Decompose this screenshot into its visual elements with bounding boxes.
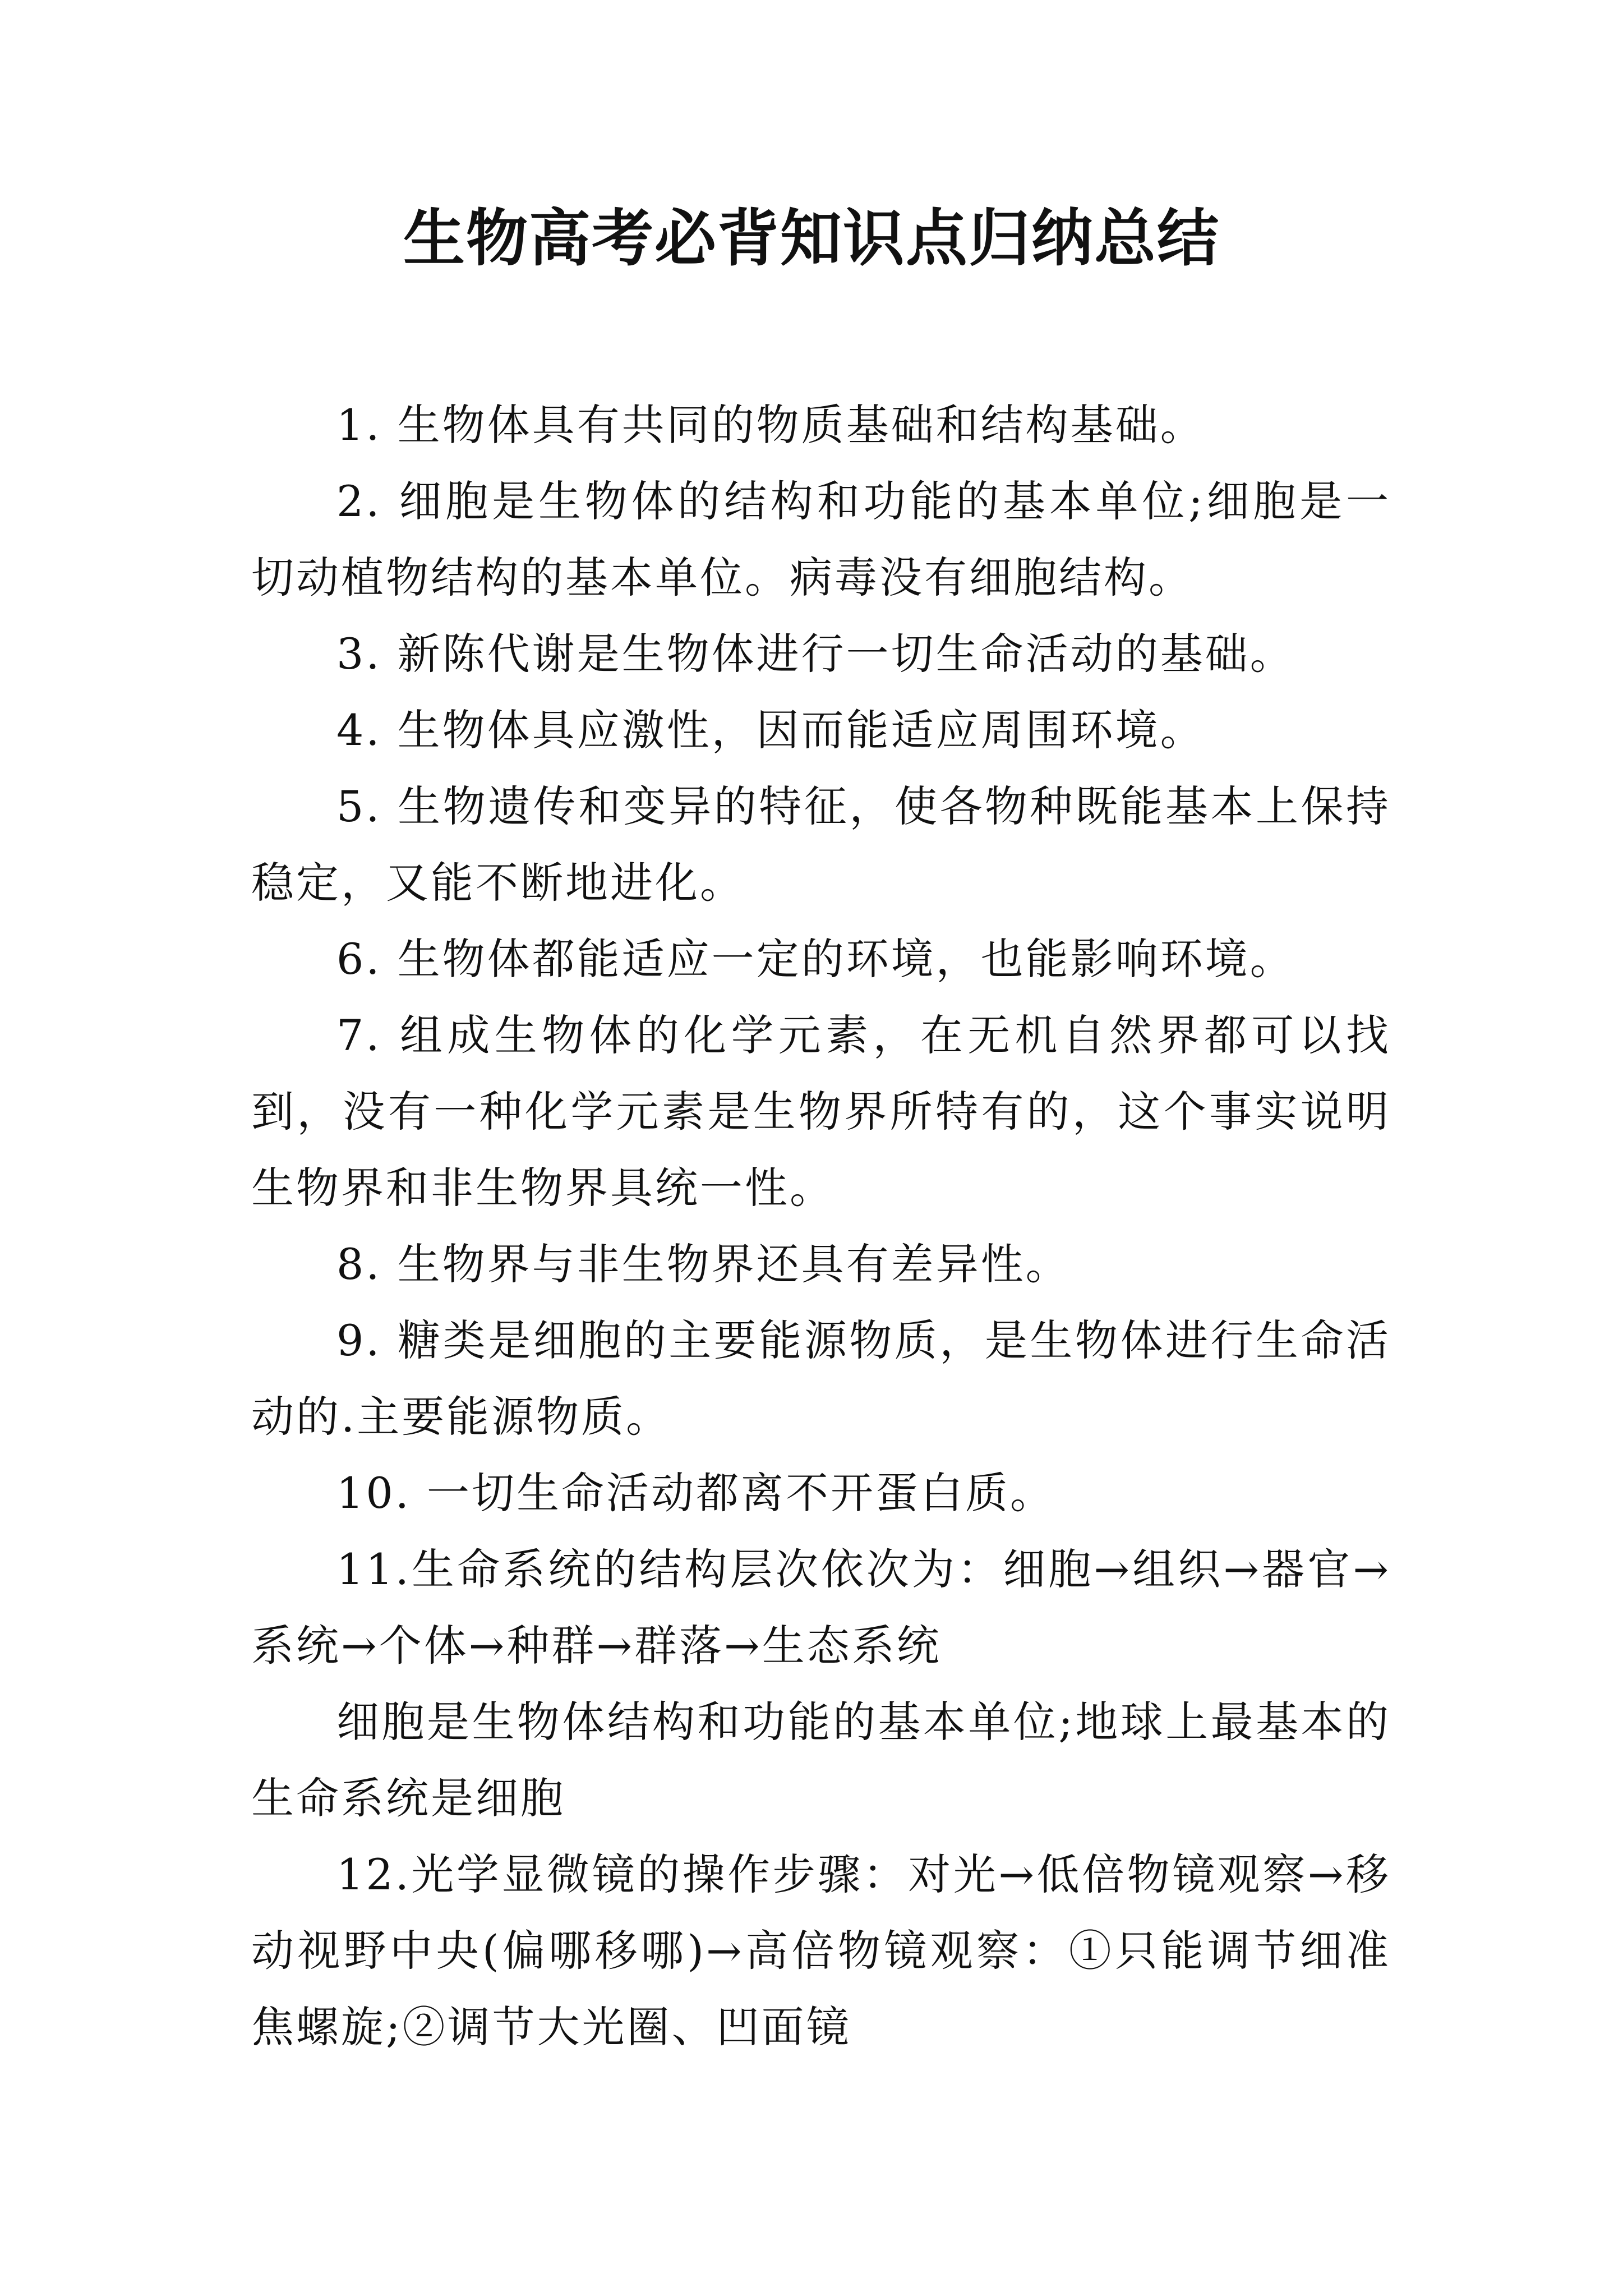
- document-body: [251, 387, 1391, 2065]
- paragraph-2: 2. 细胞是生物体的结构和功能的基本单位;细胞是一切动植物结构的基本单位。病毒没有细胞结构。: [251, 476, 1391, 602]
- paragraph-9: 9. 糖类是细胞的主要能源物质，是生物体进行生命活动的.主要能源物质。: [251, 1315, 1391, 1442]
- paragraph-6: 6. 生物体都能适应一定的环境，也能影响环境。: [336, 934, 1295, 984]
- paragraph-7: 7. 组成生物体的化学元素，在无机自然界都可以找到，没有一种化学元素是生物界所特有的，这个事实说明生物界和非生物界具统一性。: [251, 1010, 1391, 1213]
- paragraph-3: 3. 新陈代谢是生物体进行一切生命活动的基础。: [336, 629, 1295, 679]
- paragraph-1: 1. 生物体具有共同的物质基础和结构基础。: [336, 400, 1205, 450]
- paragraph-4: 4. 生物体具应激性，因而能适应周围环境。: [336, 705, 1205, 755]
- paragraph-10: 10. 一切生命活动都离不开蛋白质。: [336, 1468, 1055, 1518]
- paragraph-5: 5. 生物遗传和变异的特征，使各物种既能基本上保持稳定，又能不断地进化。: [251, 781, 1391, 908]
- document-title: 生物高考必背知识点归纳总结: [403, 203, 1220, 274]
- paragraph-11: 11.生命系统的结构层次依次为：细胞→组织→器官→系统→个体→种群→群落→生态系统: [251, 1544, 1391, 1671]
- paragraph-12: 12.光学显微镜的操作步骤：对光→低倍物镜观察→移动视野中央(偏哪移哪)→高倍物镜观察：①只能调节细准焦螺旋;②调节大光圈、凹面镜: [251, 1849, 1391, 2052]
- paragraph-8: 8. 生物界与非生物界还具有差异性。: [336, 1239, 1071, 1289]
- paragraph-11-note: 细胞是生物体结构和功能的基本单位;地球上最基本的生命系统是细胞: [251, 1697, 1391, 1823]
